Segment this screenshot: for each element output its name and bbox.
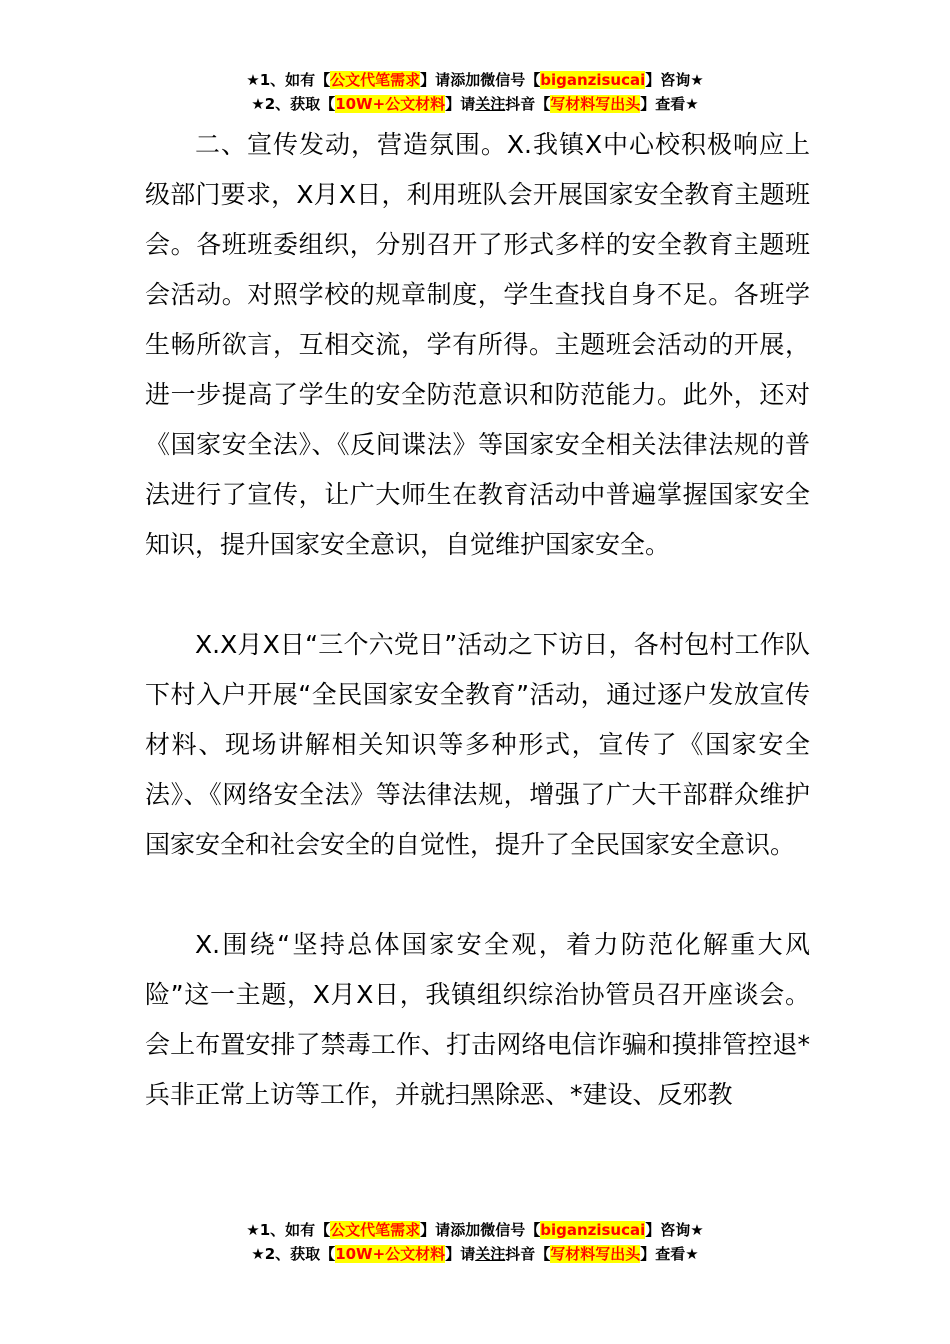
banner-line-1 bbox=[0, 68, 950, 92]
highlight-text: 公文代笔需求 bbox=[330, 1221, 421, 1239]
highlight-text: biganzisucai bbox=[540, 1221, 646, 1239]
banner-text: ★2、获取【 bbox=[251, 1245, 336, 1263]
banner-emphasis: 关注 bbox=[475, 95, 506, 113]
highlight-text: 写材料写出头 bbox=[550, 1245, 641, 1263]
banner-emphasis: 添加 bbox=[450, 1221, 481, 1239]
footer-banner bbox=[0, 1218, 950, 1266]
banner-line-2 bbox=[0, 1242, 950, 1266]
banner-line-1 bbox=[0, 1218, 950, 1242]
banner-text: 】请 bbox=[445, 1245, 476, 1263]
paragraph-2: X.X月X日“三个六党日”活动之下访日，各村包村工作队下村入户开展“全民国家安全教育”活动，通过逐户发放宣传材料、现场讲解相关知识等多种形式，宣传了《国家安全法》、《网络安全法》等法律法规，增强了广大干部群众维护国家安全和社会安全的自觉性，提升了全民国家安全意识。 bbox=[145, 630, 810, 859]
banner-text: 】查看★ bbox=[640, 95, 699, 113]
highlight-text: 10W+公文材料 bbox=[335, 1245, 446, 1263]
banner-emphasis: 关注 bbox=[475, 1245, 506, 1263]
highlight-text: biganzisucai bbox=[540, 71, 646, 89]
banner-text: 】请 bbox=[420, 1221, 451, 1239]
highlight-text: 写材料写出头 bbox=[550, 95, 641, 113]
header-banner bbox=[0, 68, 950, 116]
banner-text: 】请 bbox=[445, 95, 476, 113]
paragraph-gap bbox=[145, 870, 810, 920]
banner-text: 抖音【 bbox=[505, 95, 551, 113]
banner-text: 微信号【 bbox=[480, 71, 541, 89]
banner-text: ★1、如有【 bbox=[246, 1221, 331, 1239]
banner-line-2 bbox=[0, 92, 950, 116]
banner-text: ★1、如有【 bbox=[246, 71, 331, 89]
banner-emphasis: 添加 bbox=[450, 71, 481, 89]
paragraph-3: X.围绕“坚持总体国家安全观，着力防范化解重大风险”这一主题，X月X日，我镇组织综治协管员召开座谈会。会上布置安排了禁毒工作、打击网络电信诈骗和摸排管控退*兵非正常上访等工作，并就扫黑除恶、*建设、反邪教 bbox=[145, 930, 810, 1109]
paragraph-1: 二、宣传发动，营造氛围。X.我镇X中心校积极响应上级部门要求，X月X日，利用班队会开展国家安全教育主题班会。各班班委组织，分别召开了形式多样的安全教育主题班会活动。对照学校的规章制度，学生查找自身不足。各班学生畅所欲言，互相交流，学有所得。主题班会活动的开展，进一步提高了学生的安全防范意识和防范能力。此外，还对《国家安全法》、《反间谍法》等国家安全相关法律法规的普法进行了宣传，让广大师生在教育活动中普遍掌握国家安全知识，提升国家安全意识，自觉维护国家安全。 bbox=[145, 130, 810, 559]
banner-text: 微信号【 bbox=[480, 1221, 541, 1239]
paragraph-gap bbox=[145, 570, 810, 620]
banner-text: ★2、获取【 bbox=[251, 95, 336, 113]
banner-text: 抖音【 bbox=[505, 1245, 551, 1263]
banner-text: 】咨询★ bbox=[645, 71, 704, 89]
highlight-text: 公文代笔需求 bbox=[330, 71, 421, 89]
document-body bbox=[145, 120, 810, 1120]
highlight-text: 10W+公文材料 bbox=[335, 95, 446, 113]
banner-text: 】请 bbox=[420, 71, 451, 89]
banner-text: 】咨询★ bbox=[645, 1221, 704, 1239]
banner-text: 】查看★ bbox=[640, 1245, 699, 1263]
